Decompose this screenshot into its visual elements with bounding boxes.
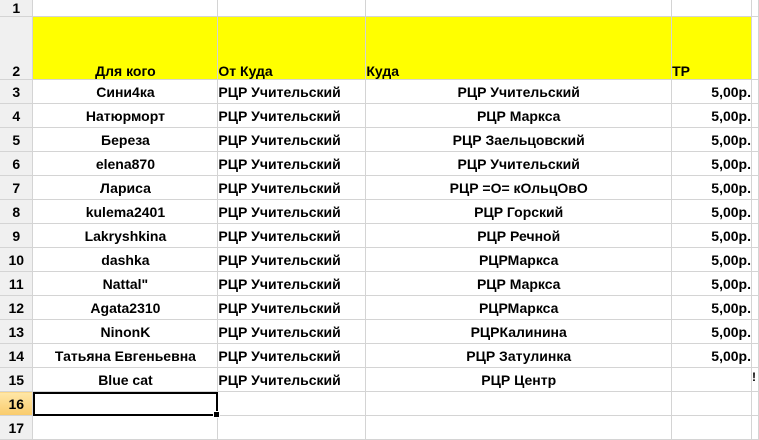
cell-tr[interactable]: 5,00р. <box>672 272 752 296</box>
row-header[interactable]: 6 <box>0 152 33 176</box>
cell-to[interactable]: РЦР Маркса <box>366 272 672 296</box>
cell-to[interactable]: РЦР Учительский <box>366 80 672 104</box>
cell-to[interactable]: РЦР Речной <box>366 224 672 248</box>
cell[interactable] <box>366 0 672 17</box>
row-header[interactable]: 10 <box>0 248 33 272</box>
cell-for-whom[interactable]: Лариса <box>33 176 218 200</box>
cell[interactable] <box>33 416 218 440</box>
cell[interactable] <box>751 248 758 272</box>
selected-cell[interactable] <box>33 392 218 416</box>
table-row <box>0 224 759 248</box>
table-row <box>0 368 759 392</box>
cell[interactable] <box>751 224 758 248</box>
cell[interactable] <box>751 320 758 344</box>
cell[interactable] <box>751 272 758 296</box>
row-header[interactable]: 8 <box>0 200 33 224</box>
cell-tr[interactable] <box>672 368 752 392</box>
cell-tr[interactable]: 5,00р. <box>672 320 752 344</box>
row-header[interactable]: 11 <box>0 272 33 296</box>
cell-for-whom[interactable]: NinonK <box>33 320 218 344</box>
cell-from[interactable]: РЦР Учительский <box>218 104 366 128</box>
table-row <box>0 128 759 152</box>
cell-tr[interactable]: 5,00р. <box>672 200 752 224</box>
row-header[interactable]: 17 <box>0 416 33 440</box>
cell[interactable] <box>672 0 752 17</box>
header-to[interactable]: Куда <box>366 17 672 80</box>
fill-handle[interactable] <box>213 411 220 418</box>
header-for-whom[interactable]: Для кого <box>33 17 218 80</box>
cell-to[interactable]: РЦР Заельцовский <box>366 128 672 152</box>
table-row <box>0 416 759 440</box>
cell[interactable] <box>672 416 752 440</box>
cell-tr[interactable]: 5,00р. <box>672 128 752 152</box>
cell[interactable] <box>751 80 758 104</box>
cell-for-whom[interactable]: dashka <box>33 248 218 272</box>
cell[interactable] <box>366 392 672 416</box>
row-header[interactable]: 9 <box>0 224 33 248</box>
cell[interactable] <box>672 392 752 416</box>
cell-to[interactable]: РЦРМаркса <box>366 296 672 320</box>
table-row <box>0 248 759 272</box>
cell-to[interactable]: РЦР Маркса <box>366 104 672 128</box>
header-from[interactable]: От Куда <box>218 17 366 80</box>
cell-from[interactable]: РЦР Учительский <box>218 128 366 152</box>
cell-tr[interactable]: 5,00р. <box>672 152 752 176</box>
table-row <box>0 272 759 296</box>
cell-to[interactable]: РЦР Затулинка <box>366 344 672 368</box>
row-header[interactable]: 13 <box>0 320 33 344</box>
cell-for-whom[interactable]: Blue cat <box>33 368 218 392</box>
table-row <box>0 104 759 128</box>
table-row <box>0 152 759 176</box>
cell-for-whom[interactable]: Береза <box>33 128 218 152</box>
cell-tr[interactable]: 5,00р. <box>672 176 752 200</box>
cell-for-whom[interactable]: Натюрморт <box>33 104 218 128</box>
cell-tr[interactable]: 5,00р. <box>672 224 752 248</box>
cell-for-whom[interactable]: Nattal" <box>33 272 218 296</box>
cell[interactable] <box>751 152 758 176</box>
table-row <box>0 80 759 104</box>
table-row <box>0 296 759 320</box>
cell-from[interactable]: РЦР Учительский <box>218 80 366 104</box>
cell-from[interactable]: РЦР Учительский <box>218 152 366 176</box>
cell-from[interactable]: РЦР Учительский <box>218 224 366 248</box>
cell[interactable] <box>751 416 758 440</box>
cell-tr[interactable]: 5,00р. <box>672 248 752 272</box>
cell-tr[interactable]: 5,00р. <box>672 344 752 368</box>
cell-tr[interactable]: 5,00р. <box>672 296 752 320</box>
cell-to[interactable]: РЦР Горский <box>366 200 672 224</box>
cell-to[interactable]: РЦРМаркса <box>366 248 672 272</box>
cell-tr[interactable]: 5,00р. <box>672 104 752 128</box>
row-header[interactable]: 14 <box>0 344 33 368</box>
cell[interactable] <box>218 416 366 440</box>
cell-from[interactable]: РЦР Учительский <box>218 176 366 200</box>
cell[interactable] <box>751 104 758 128</box>
table-row <box>0 200 759 224</box>
cell[interactable] <box>751 296 758 320</box>
cell-to[interactable]: РЦРКалинина <box>366 320 672 344</box>
cell[interactable] <box>218 0 366 17</box>
cell[interactable] <box>751 128 758 152</box>
table-row <box>0 320 759 344</box>
cell[interactable] <box>751 392 758 416</box>
row-header[interactable]: 5 <box>0 128 33 152</box>
cell-from[interactable]: РЦР Учительский <box>218 344 366 368</box>
cell-for-whom[interactable]: Татьяна Евгеньевна <box>33 344 218 368</box>
cell[interactable] <box>33 0 218 17</box>
row-header[interactable]: 12 <box>0 296 33 320</box>
cell-for-whom[interactable]: elena870 <box>33 152 218 176</box>
cell-to[interactable]: РЦР Центр <box>366 368 672 392</box>
cell-from[interactable]: РЦР Учительский <box>218 200 366 224</box>
cell[interactable] <box>751 176 758 200</box>
cell[interactable] <box>751 200 758 224</box>
cell[interactable] <box>751 0 758 17</box>
table-row <box>0 344 759 368</box>
cell-from[interactable]: РЦР Учительский <box>218 368 366 392</box>
cell[interactable] <box>218 392 366 416</box>
header-tr[interactable]: ТР <box>672 17 752 80</box>
table-row <box>0 176 759 200</box>
cell-for-whom[interactable]: Сини4ка <box>33 80 218 104</box>
cell-tr[interactable]: 5,00р. <box>672 80 752 104</box>
cell-from[interactable]: РЦР Учительский <box>218 296 366 320</box>
cell[interactable] <box>366 416 672 440</box>
cell-for-whom[interactable]: Agata2310 <box>33 296 218 320</box>
cell-from[interactable]: РЦР Учительский <box>218 320 366 344</box>
table-row <box>0 392 759 416</box>
cell[interactable] <box>751 17 758 80</box>
row-header[interactable]: 7 <box>0 176 33 200</box>
row-header[interactable]: 3 <box>0 80 33 104</box>
row-header[interactable]: 15 <box>0 368 33 392</box>
cell-to[interactable]: РЦР Учительский <box>366 152 672 176</box>
cell-to[interactable]: РЦР =О= кОльцОвО <box>366 176 672 200</box>
overflow-marker: ! <box>752 370 756 384</box>
cell-for-whom[interactable]: kulema2401 <box>33 200 218 224</box>
row-header[interactable]: 4 <box>0 104 33 128</box>
cell-from[interactable]: РЦР Учительский <box>218 272 366 296</box>
row-header[interactable]: 16 <box>0 392 33 416</box>
cell-for-whom[interactable]: Lakryshkina <box>33 224 218 248</box>
row-header[interactable]: 1 <box>0 0 33 17</box>
cell-from[interactable]: РЦР Учительский <box>218 248 366 272</box>
cell[interactable] <box>751 344 758 368</box>
row-header[interactable]: 2 <box>0 17 33 80</box>
